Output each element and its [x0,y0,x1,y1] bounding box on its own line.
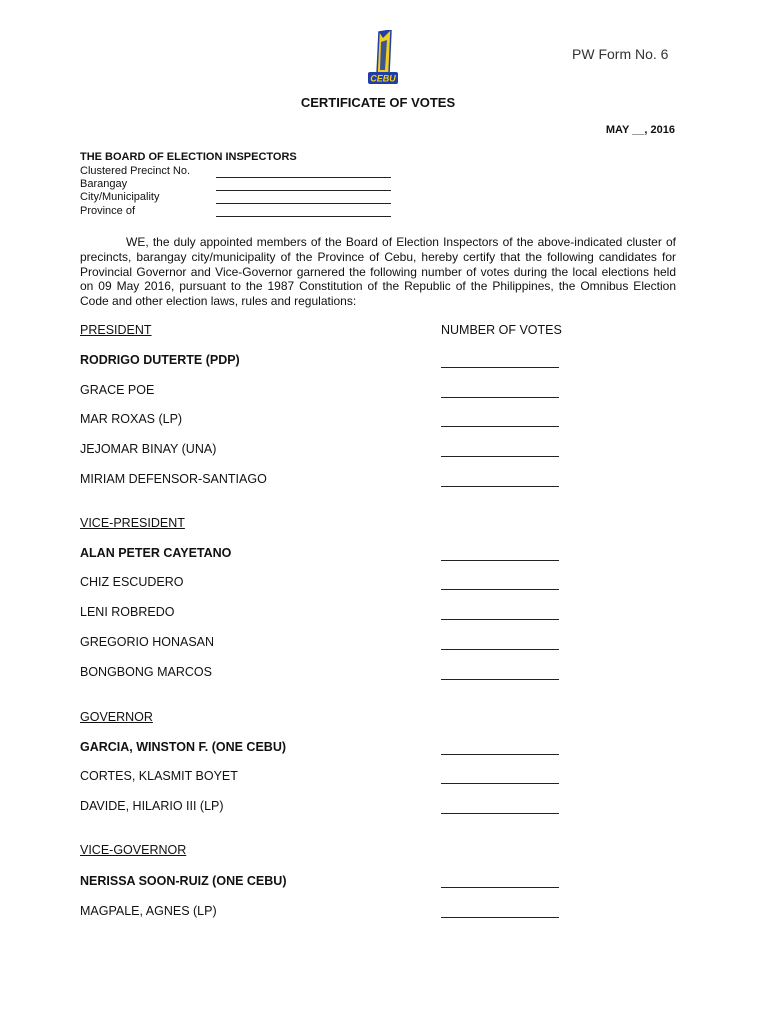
vote-count-field[interactable] [441,813,559,814]
vote-count-field[interactable] [441,887,559,888]
vote-count-field[interactable] [441,589,559,590]
candidate-name: LENI ROBREDO [80,605,175,619]
vote-count-field[interactable] [441,456,559,457]
form-number: PW Form No. 6 [572,46,669,62]
vote-count-field[interactable] [441,367,559,368]
cebu-logo [365,30,401,86]
candidate-name: MAR ROXAS (LP) [80,412,183,426]
province-field[interactable] [216,216,391,217]
city-label: City/Municipality [80,191,160,203]
date-field: MAY __, 2016 [605,124,675,136]
candidate-name: ALAN PETER CAYETANO [80,546,232,560]
candidate-name: GARCIA, WINSTON F. (ONE CEBU) [80,740,287,754]
section-governor: GOVERNOR [80,710,153,724]
candidate-name: GREGORIO HONASAN [80,635,215,649]
barangay-label: Barangay [80,178,128,190]
city-field[interactable] [216,203,391,204]
candidate-name: DAVIDE, HILARIO III (LP) [80,799,224,813]
vote-count-field[interactable] [441,560,559,561]
vote-count-field[interactable] [441,679,559,680]
cebu-logo-icon [365,30,401,86]
precinct-label: Clustered Precinct No. [80,165,191,177]
vote-count-field[interactable] [441,426,559,427]
candidate-name: JEJOMAR BINAY (UNA) [80,442,217,456]
vote-count-field[interactable] [441,619,559,620]
candidate-name: BONGBONG MARCOS [80,665,212,679]
candidate-name: RODRIGO DUTERTE (PDP) [80,353,240,367]
vote-count-field[interactable] [441,649,559,650]
barangay-field[interactable] [216,190,391,191]
section-vice-president: VICE-PRESIDENT [80,516,185,530]
vote-count-field[interactable] [441,397,559,398]
votes-column-header: NUMBER OF VOTES [441,323,562,337]
vote-count-field[interactable] [441,486,559,487]
vote-count-field[interactable] [441,783,559,784]
candidate-name: CORTES, KLASMIT BOYET [80,769,238,783]
candidate-name: NERISSA SOON-RUIZ (ONE CEBU) [80,874,287,888]
candidate-name: MAGPALE, AGNES (LP) [80,904,217,918]
candidate-name: MIRIAM DEFENSOR-SANTIAGO [80,472,267,486]
candidate-name: CHIZ ESCUDERO [80,575,184,589]
candidate-name: GRACE POE [80,383,155,397]
vote-count-field[interactable] [441,754,559,755]
precinct-field[interactable] [216,177,391,178]
vote-count-field[interactable] [441,917,559,918]
svg-text:CEBU: CEBU [370,73,396,84]
section-vice-governor: VICE-GOVERNOR [80,843,187,857]
page-title: CERTIFICATE OF VOTES [300,95,456,110]
statement-paragraph: WE, the duly appointed members of the Board of Election Inspectors of the above-indicated cluster of precincts, barangay city/municipality of the Province of Cebu, hereby certify that the following candidates for Provincial Governor and Vice-Governor garnered the following number of votes during the local elections held on 09 May 2016, pursuant to the 1987 Constitution of the Republic of the Philippines, the Omnibus Election Code and other election laws, rules and regulations: [80,235,676,309]
section-president: PRESIDENT [80,323,152,337]
province-label: Province of [80,205,136,217]
board-title: THE BOARD OF ELECTION INSPECTORS [80,151,297,163]
